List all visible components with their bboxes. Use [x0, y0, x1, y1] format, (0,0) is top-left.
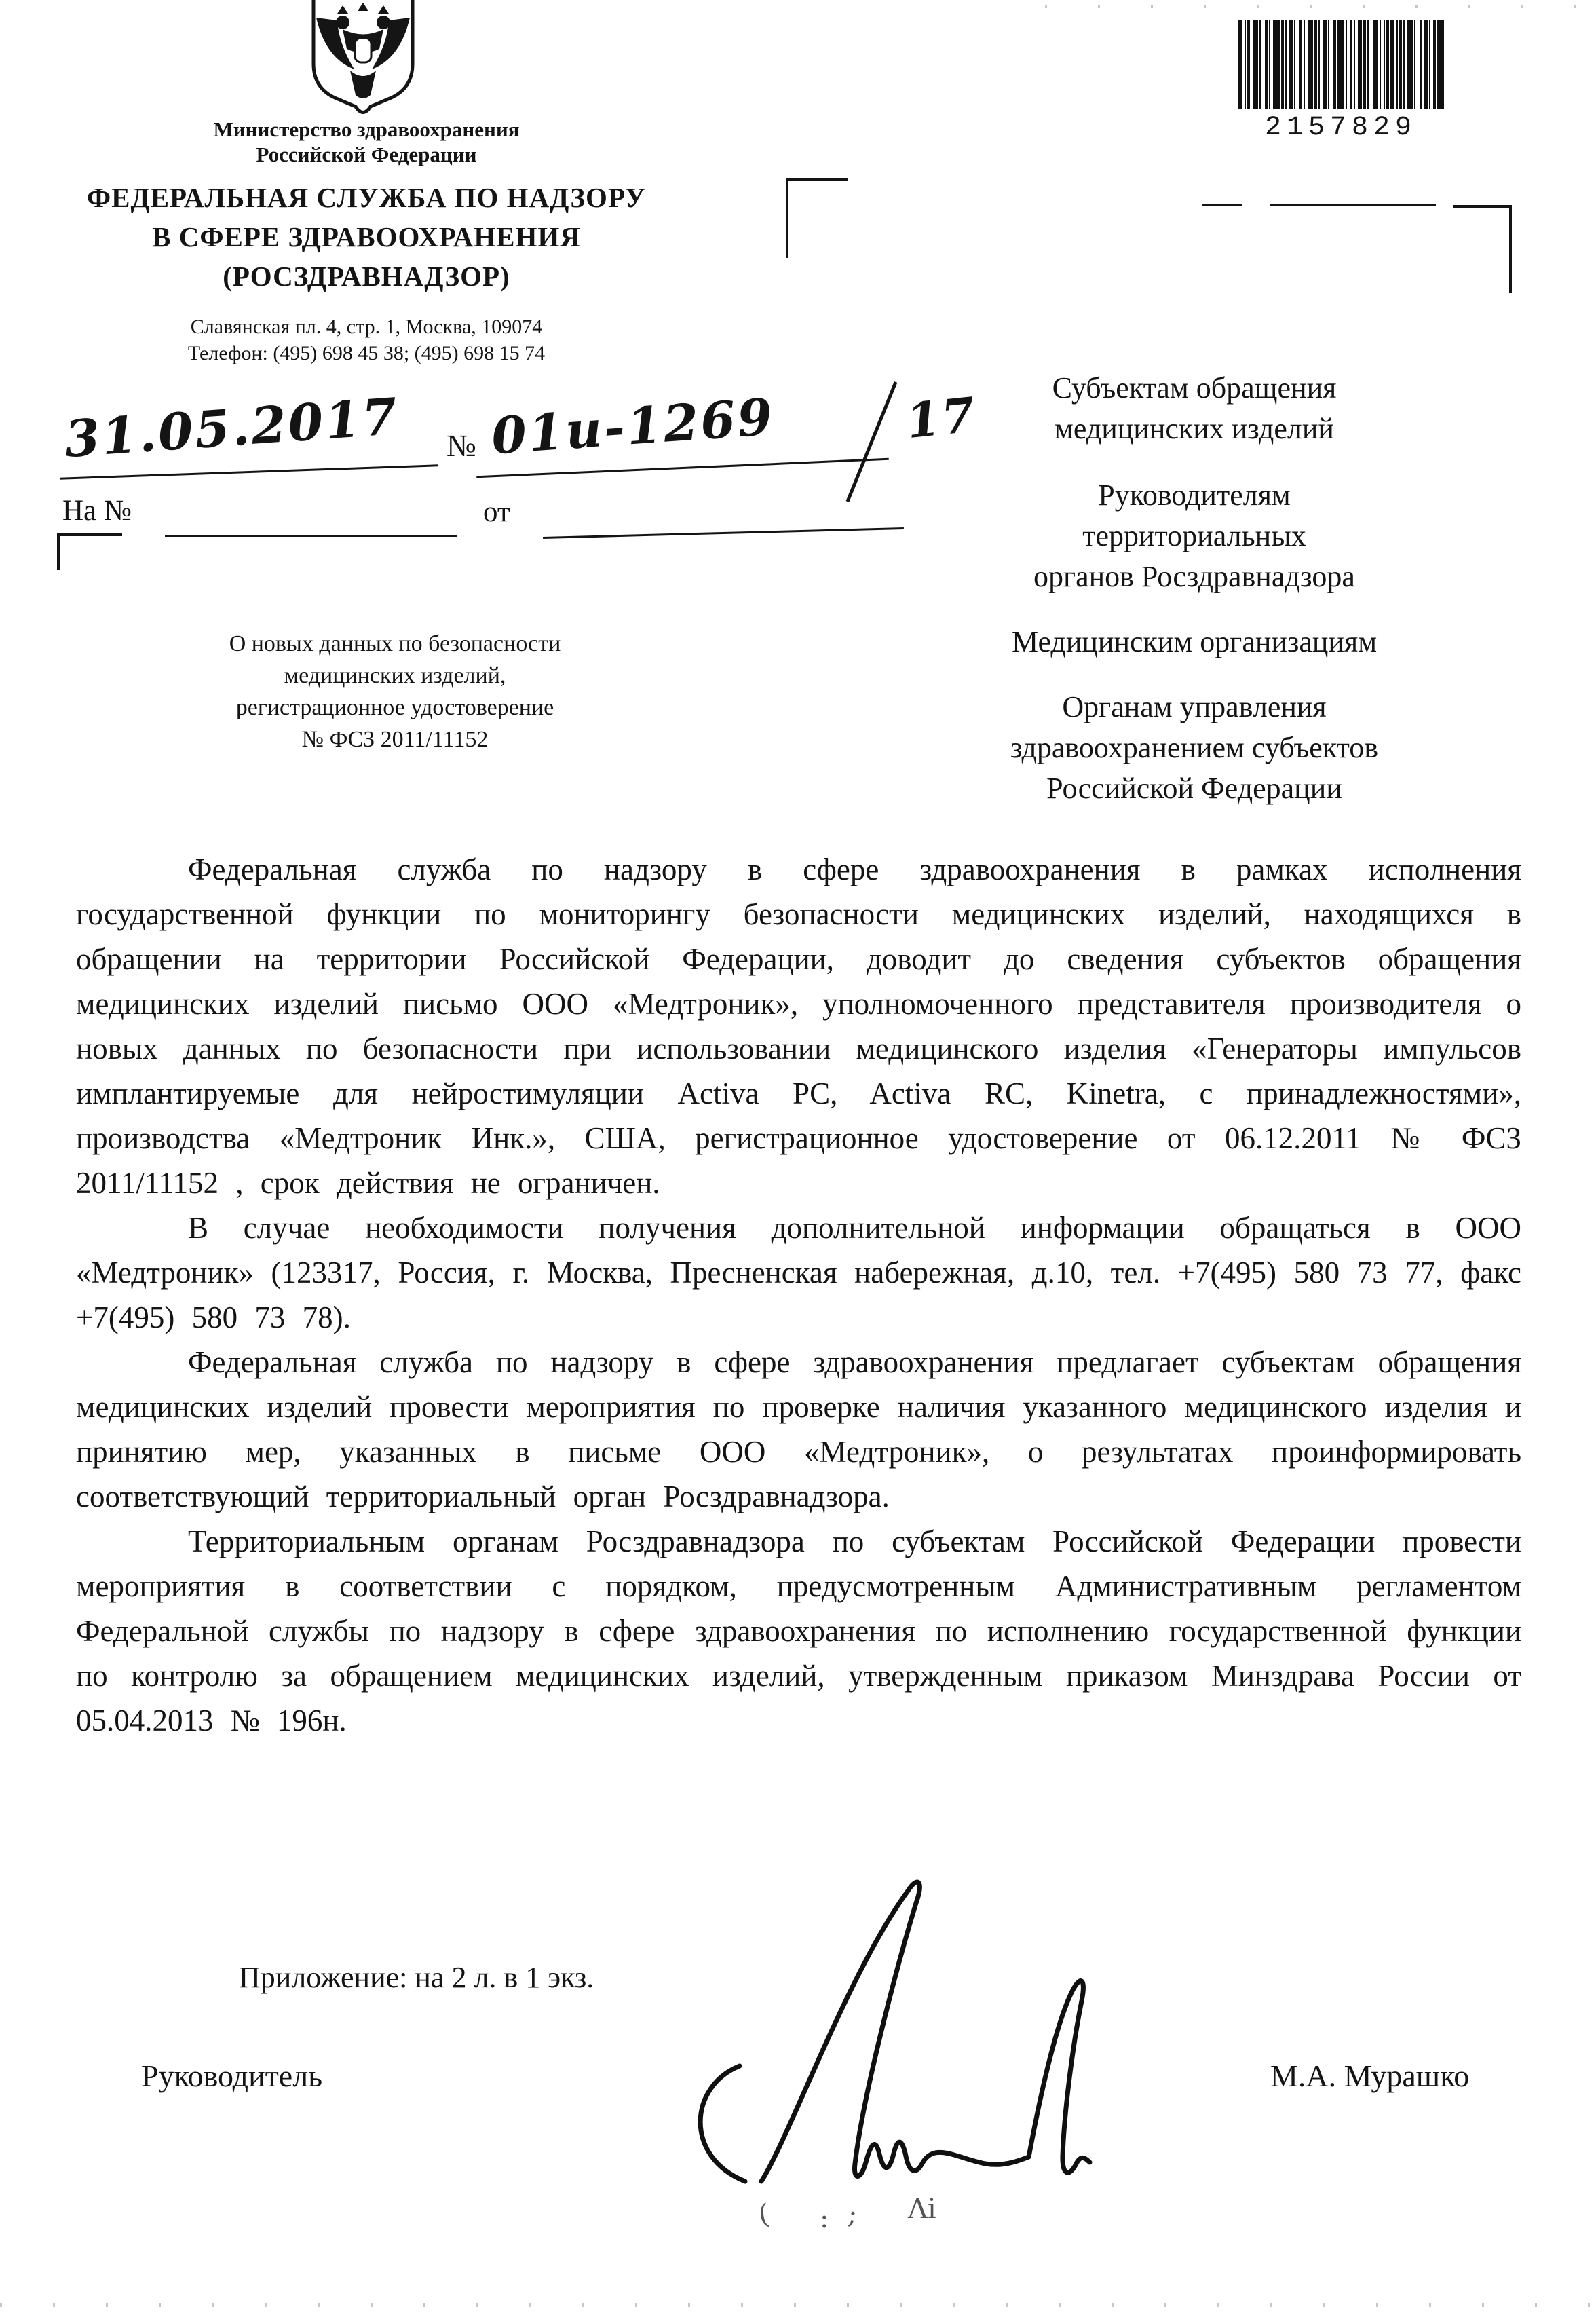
handwritten-slash	[846, 381, 898, 502]
recipient-group-2-line-3: органов Росздравнадзора	[1033, 560, 1355, 593]
letter-body	[76, 847, 1521, 1743]
barcode-number: 2157829	[1264, 113, 1418, 143]
scan-noise-top	[1045, 5, 1588, 8]
recipient-group-2-line-1: Руководителям	[1098, 478, 1291, 512]
subject-line-3: регистрационное удостоверение	[235, 695, 554, 720]
reply-date-underline	[543, 527, 904, 539]
reply-number-underline	[165, 535, 457, 537]
fold-dash-3	[1454, 205, 1512, 208]
body-paragraph-3: Федеральная служба по надзору в сфере здравоохранения предлагает субъектам обращения медицинских изделий провести мероприятия по проверке наличия указанного медицинского изделия и принятию мер, указанных в письме ООО «Медтроник», о результатах проинформировать соответствующий территориальный орган Росздравнадзора.	[76, 1345, 1521, 1513]
handwritten-number: 01и-1269	[489, 388, 776, 466]
subject-line-4: № ФСЗ 2011/11152	[301, 727, 489, 752]
fold-dash-1	[1202, 204, 1242, 206]
handwritten-number-suffix: 17	[903, 386, 980, 450]
service-name-line-2: В СФЕРЕ ЗДРАВООХРАНЕНИЯ	[152, 221, 581, 252]
service-name-line-3: (РОСЗДРАВНАДЗОР)	[223, 261, 510, 292]
ministry-name-line-1: Министерство здравоохранения	[213, 117, 520, 141]
reply-from-label: от	[483, 496, 510, 528]
corner-mark-left-h	[57, 533, 122, 536]
body-paragraph-4: Территориальным органам Росздравнадзора по субъектам Российской Федерации провести мероприятия в соответствии с порядком, предусмотренным Административным регламентом Федеральной службы по надзору в сфере здравоохранения по исполнению государственной функции по контролю за обращением медицинских изделий, утвержденным приказом Минздрава России от 05.04.2013 № 196н.	[76, 1524, 1521, 1737]
signatory-title: Руководитель	[141, 2058, 323, 2093]
subject-line-1: О новых данных по безопасности	[229, 631, 561, 656]
service-name-line-1: ФЕДЕРАЛЬНАЯ СЛУЖБА ПО НАДЗОРУ	[86, 182, 647, 213]
recipient-group-4-line-2: здравоохранением субъектов	[1010, 731, 1379, 764]
letterhead-address: Славянская пл. 4, стр. 1, Москва, 109074	[190, 316, 543, 338]
recipient-group-2-line-2: территориальных	[1082, 519, 1306, 552]
attachment-note: Приложение: на 2 л. в 1 экз.	[239, 1961, 594, 1994]
recipient-group-1-line-2: медицинских изделий	[1054, 412, 1334, 445]
fold-bracket-center-v	[786, 178, 788, 258]
pencil-mark-4: Λi	[908, 2194, 936, 2225]
fold-bracket-center-h	[786, 178, 848, 181]
fold-dash-2	[1270, 204, 1436, 206]
body-paragraph-2: В случае необходимости получения дополнительной информации обращаться в ООО «Медтроник» (123317, Россия, г. Москва, Пресненская набережная, д.10, тел. +7(495) 580 73 77, факс +7(495) 580 73 78).	[76, 1211, 1521, 1334]
pencil-mark-1: (	[756, 2198, 772, 2231]
recipient-group-1-line-1: Субъектам обращения	[1052, 371, 1337, 405]
signatory-name: М.А. Мурашко	[1270, 2058, 1470, 2093]
pencil-mark-2: :	[820, 2203, 829, 2234]
subject-line-2: медицинских изделий,	[284, 663, 506, 688]
reply-prefix: На №	[62, 495, 132, 527]
handwritten-date: 31.05.2017	[62, 387, 401, 470]
letterhead-phone: Телефон: (495) 698 45 38; (495) 698 15 74	[187, 342, 546, 364]
corner-mark-right-v	[1509, 205, 1512, 293]
corner-mark-left-v	[57, 533, 60, 570]
recipient-group-3-line-1: Медицинским организациям	[1011, 625, 1378, 658]
body-paragraph-1: Федеральная служба по надзору в сфере здравоохранения в рамках исполнения государственной функции по мониторингу безопасности медицинских изделий, находящихся в обращении на территории Российской Федерации, доводит до сведения субъектов обращения медицинских изделий письмо ООО «Медтроник», уполномоченного представителя производителя о новых данных по безопасности при использовании медицинского изделия «Генераторы импульсов имплантируемые для нейростимуляции Activa PC, Activa RC, Kinetra, с принадлежностями», производства «Медтроник Инк.», США, регистрационное удостоверение от 06.12.2011 № ФСЗ 2011/11152 , срок действия не ограничен.	[76, 852, 1521, 1200]
ministry-name-line-2: Российской Федерации	[256, 143, 477, 166]
scan-noise-bottom	[0, 2303, 1596, 2307]
barcode-graphic	[1238, 20, 1444, 109]
number-sign: №	[446, 428, 476, 463]
signature-scrawl	[638, 1870, 1154, 2196]
recipient-group-4-line-1: Органам управления	[1062, 690, 1327, 723]
recipient-group-4-line-3: Российской Федерации	[1046, 772, 1342, 805]
date-underline	[60, 464, 438, 479]
double-headed-eagle-emblem	[307, 0, 419, 121]
pencil-mark-3: ;	[846, 2198, 859, 2231]
